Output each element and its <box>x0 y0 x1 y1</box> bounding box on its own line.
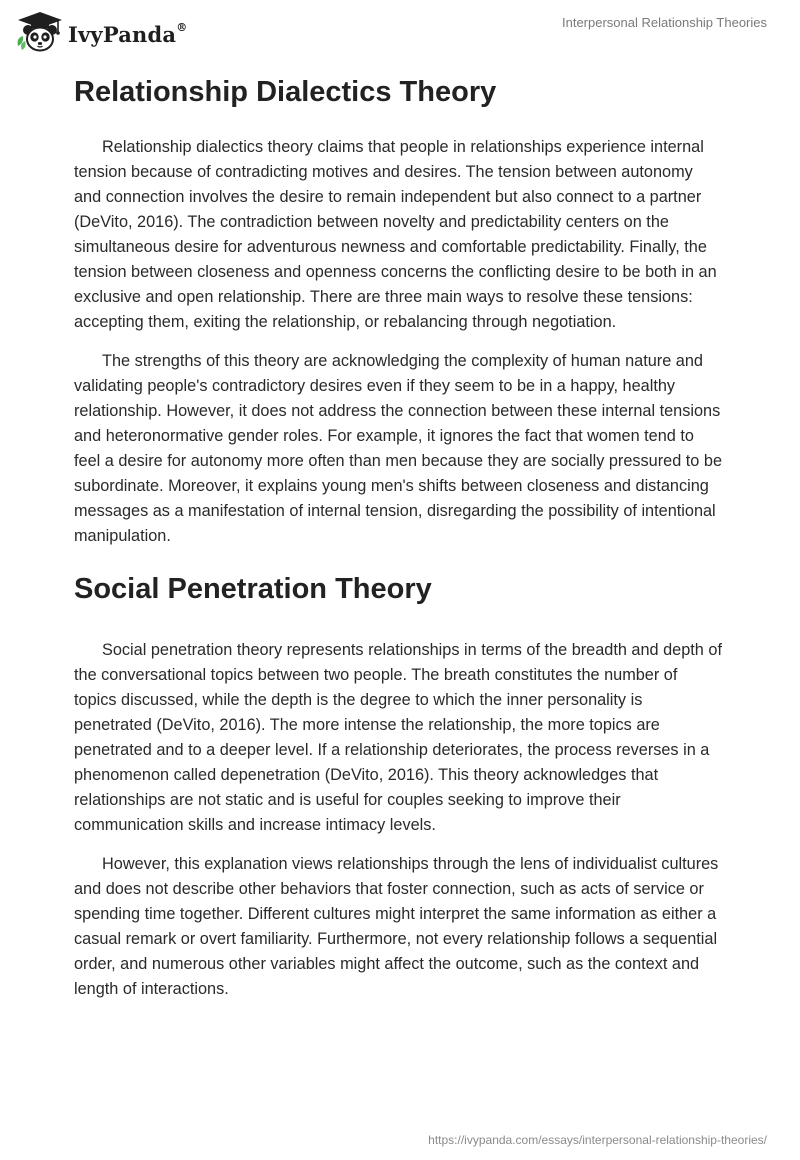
paragraph: The strengths of this theory are acknowledging the complexity of human nature and validating people's contradictory desires even if they seem to be in a happy, healthy relationship. However, it does not address the connection between these internal tensions and heteronormative gender roles. For example, it ignores the fact that women tend to feel a desire for autonomy more often than men because they are socially pressured to be subordinate. Moreover, it explains young men's shifts between closeness and distancing messages as a manifestation of internal tension, disregarding the possibility of intentional manipulation. <box>74 352 722 545</box>
source-url-link[interactable]: https://ivypanda.com/essays/interpersonal-relationship-theories/ <box>428 1133 767 1147</box>
section-heading: Relationship Dialectics Theory <box>74 76 497 108</box>
page-header <box>0 0 800 60</box>
paragraph: Social penetration theory represents relationships in terms of the breadth and depth of the conversational topics between two people. The breath constitutes the number of topics discussed, while the depth is the degree to which the inner personality is penetrated (DeVito, 2016). The more intense the relationship, the more topics are penetrated and to a deeper level. If a relationship deteriorates, the process reverses in a phenomenon called depenetration (DeVito, 2016). This theory acknowledges that relationships are not static and is useful for couples seeking to improve their communication skills and increase intimacy levels. <box>74 641 722 834</box>
document-title: Interpersonal Relationship Theories <box>562 15 767 30</box>
section-heading: Social Penetration Theory <box>74 573 432 605</box>
essay-content <box>74 72 724 1002</box>
ivypanda-logo[interactable] <box>14 10 187 54</box>
logo-wordmark: IvyPanda® <box>68 20 188 47</box>
paragraph: Relationship dialectics theory claims that people in relationships experience internal tension because of contradicting motives and desires. The tension between autonomy and connection involves the desire to remain independent but also connect to a partner (DeVito, 2016). The contradiction between novelty and predictability centers on the simultaneous desire for adventurous newness and comfortable predictability. Finally, the tension between closeness and openness concerns the conflicting desire to be both in an exclusive and open relationship. There are three main ways to resolve these tensions: accepting them, exiting the relationship, or rebalancing through negotiation. <box>74 138 717 331</box>
panda-graduate-icon <box>14 10 66 54</box>
paragraph: However, this explanation views relationships through the lens of individualist cultures and does not describe other behaviors that foster connection, such as acts of service or spending time together. Different cultures might interpret the same information as either a casual remark or overt familiarity. Furthermore, not every relationship follows a sequential order, and numerous other variables might affect the outcome, such as the context and length of interactions. <box>74 855 719 998</box>
